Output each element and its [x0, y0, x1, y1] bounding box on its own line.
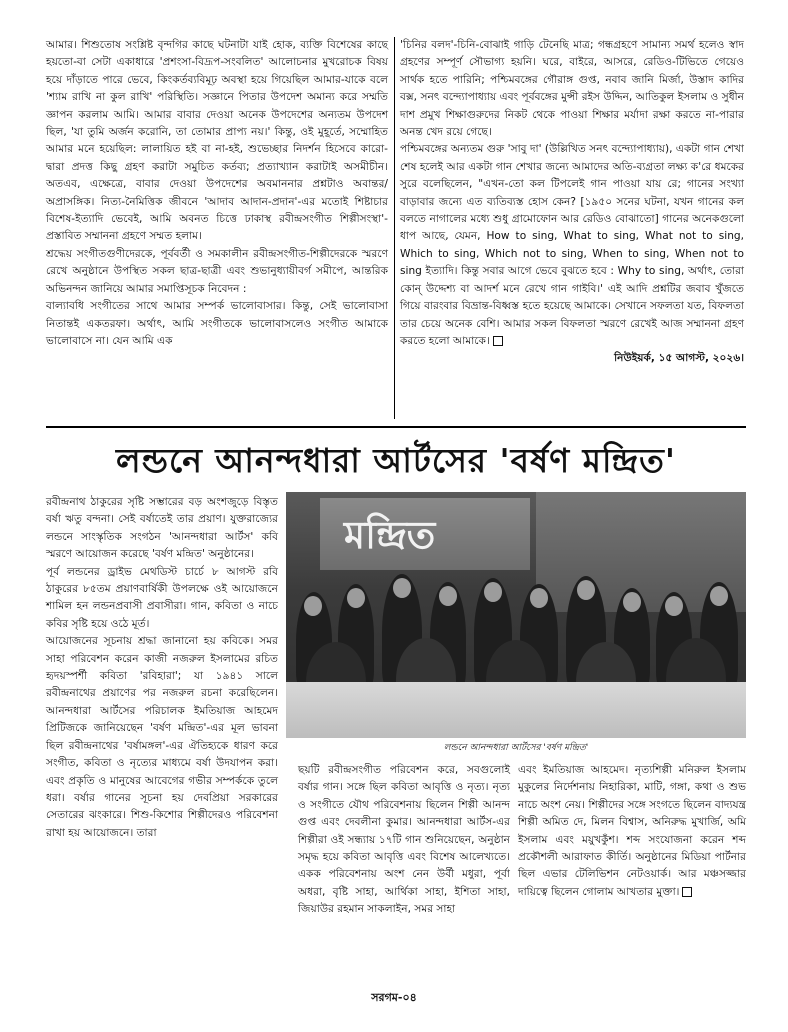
- article-column-top-right: [400, 37, 744, 368]
- performer-face: [304, 596, 322, 616]
- paragraph: [518, 762, 746, 901]
- column-divider: [394, 37, 395, 419]
- performer-face: [665, 596, 683, 616]
- performer-face: [393, 578, 411, 598]
- end-mark-icon: [682, 887, 692, 897]
- paragraph: আয়োজনের সূচনায় শ্রদ্ধা জানানো হয় কবিকে। সমর সাহা পরিবেশন করেন কাজী নজরুল ইসলামের রচিত হৃদয়স্পর্শী কবিতা 'রবিহারা'; যা ১৯৪১ সালে রবীন্দ্রনাথের প্রয়াণের পর নজরুল রচনা করেছিলেন। আনন্দধারা আর্টসের পরিচালক ইমতিয়াজ আহমেদ প্রিটিজকে জানিয়েছেন 'বর্ষণ মন্দ্রিত'-এর মূল ভাবনা ছিল রবীন্দ্রনাথের 'বর্ষামঙ্গল'-এর ঐতিহ্যকে ধারণ করে সংগীত, কবিতা ও নৃত্যের মাধ্যমে বর্ষা উদযাপন করা। এবং প্রকৃতি ও মানুষের আবেগের গভীর সম্পর্ককে তুলে ধরা। বর্ষার গানের সূচনা হয় দেবপ্রিয়া সরকারের সেতারের ঝংকারে। শিশু-কিশোর শিল্পীদেরও পরিবেশনা রাখা হয় আয়োজনে। তারা: [46, 635, 278, 839]
- article-column-bottom-left: [46, 494, 278, 842]
- paragraph: [400, 141, 744, 350]
- paragraph-text: পশ্চিমবঙ্গের অন্যতম গুরু 'সাবু দা' (উল্লিখিত সনৎ বন্দ্যোপাধ্যায়), একটা গান শেখা শেষ হলেই আর একটা গান শেখার জন্যে আমাদের অতি-ব্যগ্রতা লক্ষ্য ক'রে ধমকের সুরে বলেছিলেন, "এখন-তো কল টিপলেই গান পাওয়া যায় রে; গানের সংখ্যা বাড়াবার জন্যে এত ব্যতিব্যস্ত হোস কেন? [১৯৫০ সনের ঘটনা, যখন গানের কল বলতে নাগালের মধ্যে শুধু গ্রামোফোন আর রেডিও বোঝাতো] গানের অনেকগুলো ধাপ আছে, যেমন, How to sing, What to sing, What not to sing, Which to sing, Which not to sing, When to sing, When not to sing ইত্যাদি। কিন্তু সবার আগে ভেবে বুঝতে হবে : Why to sing, অর্থাৎ, তোরা কোন্ উদ্দেশ্য বা আদর্শ মনে রেখে গান গাইবি।' এই আদি প্রশ্নটির জবাব খুঁজতে গিয়ে বারংবার বিভ্রান্ত-বিধ্বস্ত হতে হয়েছে আমাকে। সেখানে সফলতা যত, বিফলতা তার চেয়ে অনেক বেশি। আমার সকল বিফলতা স্মরণে রেখেই আজ সম্মাননা গ্রহণ করতে হলো আমাকে।: [400, 143, 744, 347]
- page-footer: সরগম-০৪: [371, 991, 417, 1004]
- performer-face: [439, 586, 457, 606]
- end-mark-icon: [493, 336, 503, 346]
- article-column-bottom-middle: [298, 762, 510, 919]
- event-photo: [286, 492, 746, 738]
- paragraph: ছয়টি রবীন্দ্রসংগীত পরিবেশন করে, সবগুলোই বর্ষার গান। সঙ্গে ছিল কবিতা আবৃত্তি ও নৃত্য। নৃত্য ও সংগীতে যৌথ পরিবেশনায় ছিলেন শিল্পী আনন্দ গুপ্ত এবং দেবলীনা কুমার। আনন্দধারা আর্টস-এর শিল্পীরা ওই সন্ধ্যায় ১৭টি গান শুনিয়েছেন, অনুষ্ঠান সমৃদ্ধ হয়ে কবিতা আবৃত্তি এবং বিশেষ আলেখ্যতে। একক পরিবেশনায় অংশ নেন উর্বী মধুরা, পূর্বা অধরা, বৃষ্টি সাহা, আর্থিকা সাহা, ইশিতা সাহা, জিয়াউর রহমান সাকলাইন, সমর সাহা: [298, 764, 510, 916]
- photo-caption: লন্ডনে আনন্দধারা আর্টসের 'বর্ষণ মন্দ্রিত': [443, 743, 589, 753]
- section-divider: [46, 426, 746, 428]
- paragraph: 'চিনির বলদ'-চিনি-বোঝাই গাড়ি টেনেছি মাত্র; গন্ধগ্রহণে সামান্য সমর্থ হলেও স্বাদ গ্রহণের সম্পূর্ণ সৌভাগ্য হয়নি। ঘরে, বাইরে, আসরে, রেডিও-টিভিতে গেয়েও সার্থক হতে পারিনি; পশ্চিমবঙ্গের গৌরাঙ্গ গুপ্ত, নবাব জানি মির্জা, উস্তাদ কাদির বক্স, সনৎ বন্দ্যোপাধ্যায় এবং পূর্ববঙ্গের মুন্সী রইস উদ্দিন, আতিকুল ইসলাম ও সুধীন দাশ প্রমুখ শিক্ষাগুরুদের নিকট থেকে পাওয়া শিক্ষার মর্যাদা রক্ষা করতে না-পারার অনন্ত খেদ রয়ে গেছে।: [400, 39, 744, 139]
- performer-face: [710, 586, 728, 606]
- article-column-top-left: [46, 37, 388, 350]
- performer-face: [484, 582, 502, 602]
- paragraph: শ্রদ্ধেয় সংগীতগুণীদেরকে, পূর্ববর্তী ও সমকালীন রবীন্দ্রসংগীত-শিল্পীদেরকে স্মরণে রেখে অনুষ্ঠানে উপস্থিত সকল ছাত্র-ছাত্রী এবং শুভানুধ্যায়ীবর্গ সমীপে, আন্তরিক অভিনন্দন জানিয়ে আমার সমাপ্তিসূচক নিবেদন :: [46, 247, 388, 295]
- photo-screen-text: মন্দ্রিত: [344, 512, 436, 557]
- paragraph: বাল্যাবধি সংগীতের সাথে আমার সম্পর্ক ভালোবাসার। কিন্তু, সেই ভালোবাসা নিতান্তই একতরফা। অর্থাৎ, আমি সংগীতকে ভালোবাসলেও সংগীত আমাকে ভালোবাসে না। যেন আমি এক: [46, 300, 388, 347]
- performer-face: [530, 588, 548, 608]
- article-column-bottom-right: [518, 762, 746, 901]
- paragraph: পূর্ব লন্ডনের ড্রাইভ মেথডিস্ট চার্চে ৮ আগস্ট রবি ঠাকুরের ৮৫তম প্রয়াণবার্ষিকী উপলক্ষে ওই আয়োজনে শামিল হন লন্ডনপ্রবাসী প্রবাসীরা। গান, কবিতা ও নাচে কবির সৃষ্টি হয়ে ওঠে মূর্ত।: [46, 565, 278, 630]
- performer-face: [347, 588, 365, 608]
- performer-face: [623, 592, 641, 612]
- article-headline: লন্ডনে আনন্দধারা আর্টসের 'বর্ষণ মন্দ্রিত': [116, 441, 676, 480]
- paragraph: আমার। শিশুতোষ সংশ্লিষ্ট বৃন্দগির কাছে ঘটনাটা যাই হোক, ব্যক্তি বিশেষের কাছে হয়তো-বা সেটা একাধারে 'প্রশংসা-বিদ্রূপ-সংবলিত' আলোচনার মুখরোচক বিষয় হয়ে দাঁড়াতে পারে ভেবে, কিংকর্তব্যবিমূঢ় অবস্থা হয়ে গিয়েছিল আমার-যাকে বলে 'শ্যাম রাখি না কুল রাখি' পরিস্থিতি। সজ্ঞানে পিতার উপদেশ অমান্য করে সম্মতি জ্ঞাপন করলাম আমি। আমার বাবার দেওয়া অনেক উপদেশের অন্যতম উপদেশ ছিল, 'যা তুমি অর্জন করোনি, তা তোমার প্রাপ্য নয়।' কিন্তু, ওই মুহূর্তে, সম্মোহিত আমার মনে হয়েছিল: লালায়িত হই বা না-হই, শুভেচ্ছার নিদর্শন হিসেবে কারো-দ্বারা প্রদত্ত কিছু গ্রহণ করাটা সমুচিত কর্তব্য; প্রত্যাখ্যান করাটাই অসমীচীন। অতএব, এক্ষেত্রে, বাবার দেওয়া উপদেশের অবমাননার প্রশ্নটাও অবান্তর/ অপ্রাসঙ্গিক। নিত্য-নৈমিত্তিক জীবনে 'আদাব আদান-প্রদান'-এর মতোই শিষ্টাচার বিশেষ-ইত্যাদি ভেবেই, আমি অবনত চিত্তে ঢাকাস্থ রবীন্দ্রসংগীত শিল্পীসংস্থা'-প্রস্তাবিত সম্মাননা গ্রহণে সম্মত হলাম।: [46, 39, 388, 243]
- dateline: নিউইয়র্ক, ১৫ আগস্ট, ২০২৬।: [614, 352, 744, 365]
- photo-floor: [286, 682, 746, 738]
- paragraph-text: এবং ইমতিয়াজ আহমেদ। নৃত্যশিল্পী মনিরুল ইসলাম মুকুলের নির্দেশনায় নিহারিকা, মাটি, গঙ্গা, কথা ও শুভ নাচে অংশ নেয়। শিল্পীদের সঙ্গে সংগতে ছিলেন বাদ্যযন্ত্র শিল্পী অমিত দে, মিলন বিশ্বাস, অনিরুদ্ধ মুখার্জি, অমি ইসলাম এবং ময়ুখকুঁশ। শব্দ সংযোজনা করেন শব্দ প্রকৌশলী আরাফাত কীর্তি। অনুষ্ঠানের মিডিয়া পার্টনার ছিল এভার টেলিভিশন নেটওয়ার্ক। আর মঞ্চসজ্জার দায়িত্বে ছিলেন গোলাম আখতার মুক্তা।: [518, 764, 746, 898]
- performer-face: [577, 580, 595, 600]
- paragraph: রবীন্দ্রনাথ ঠাকুরের সৃষ্টি সম্ভারের বড় অংশজুড়ে বিস্তৃত বর্ষা ঋতু বন্দনা। সেই বর্ষাতেই তার প্রয়াণ। যুক্তরাজ্যের লন্ডনে সাংস্কৃতিক সংগঠন 'আনন্দধারা আর্টস' কবি স্মরণে আয়োজন করেছে 'বর্ষণ মন্দ্রিত' অনুষ্ঠানের।: [46, 496, 278, 561]
